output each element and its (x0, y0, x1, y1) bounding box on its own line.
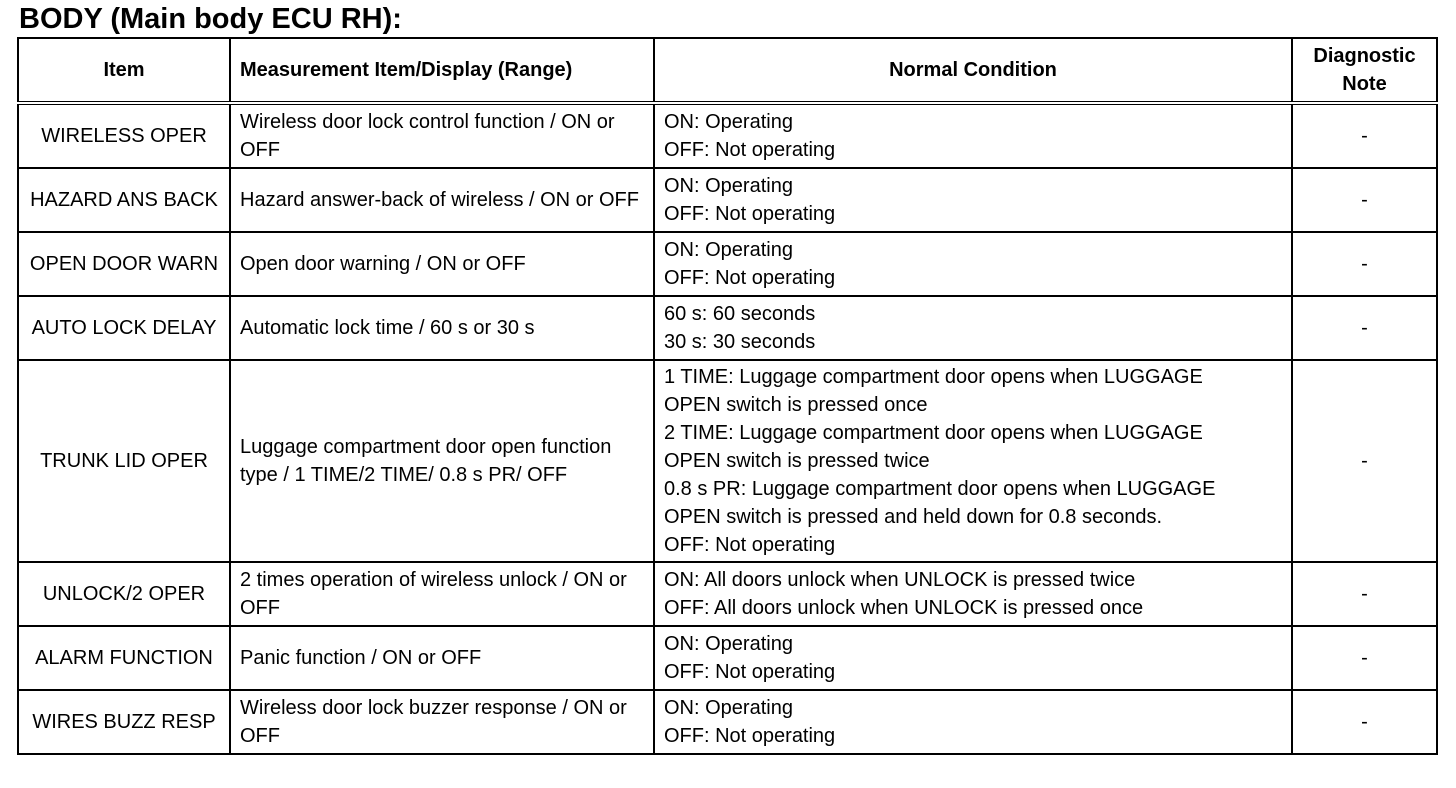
header-normal-condition: Normal Condition (654, 38, 1292, 103)
row-diagnostic-note: - (1292, 232, 1437, 296)
normal-line: 60 s: 60 seconds (664, 303, 816, 325)
header-diagnostic-note (1292, 38, 1437, 103)
row-normal-condition (654, 168, 1292, 232)
row-measurement: Wireless door lock control function / ON or OFF (230, 103, 654, 168)
normal-line: OFF: Not operating (664, 203, 836, 225)
row-item: ALARM FUNCTION (18, 626, 230, 690)
normal-line: ON: Operating (664, 633, 793, 655)
normal-line: OFF: Not operating (664, 661, 836, 683)
row-measurement: Panic function / ON or OFF (230, 626, 654, 690)
normal-line: ON: Operating (664, 111, 793, 133)
row-diagnostic-note: - (1292, 562, 1437, 626)
normal-line: OFF: Not operating (664, 725, 836, 747)
row-normal-condition (654, 562, 1292, 626)
table-row (18, 232, 1437, 296)
table-row (18, 360, 1437, 562)
normal-line: ON: Operating (664, 239, 793, 261)
normal-line: 1 TIME: Luggage compartment door opens when LUGGAGE (664, 366, 1203, 388)
row-item: UNLOCK/2 OPER (18, 562, 230, 626)
row-normal-condition (654, 296, 1292, 360)
row-item: WIRELESS OPER (18, 103, 230, 168)
row-normal-condition (654, 626, 1292, 690)
normal-line: ON: All doors unlock when UNLOCK is pressed twice (664, 569, 1136, 591)
row-diagnostic-note: - (1292, 690, 1437, 754)
normal-line: OFF: All doors unlock when UNLOCK is pressed once (664, 597, 1144, 619)
row-item: WIRES BUZZ RESP (18, 690, 230, 754)
header-measurement: Measurement Item/Display (Range) (230, 38, 654, 103)
table-row (18, 626, 1437, 690)
header-item: Item (18, 38, 230, 103)
row-diagnostic-note: - (1292, 360, 1437, 562)
data-list-table (17, 37, 1438, 755)
row-item: HAZARD ANS BACK (18, 168, 230, 232)
header-note-line-1: Diagnostic (1313, 45, 1416, 67)
table-header-row (18, 38, 1437, 103)
table-row (18, 296, 1437, 360)
normal-line: OPEN switch is pressed and held down for 0.8 seconds. (664, 506, 1163, 528)
row-diagnostic-note: - (1292, 168, 1437, 232)
normal-line: ON: Operating (664, 697, 793, 719)
row-normal-condition (654, 232, 1292, 296)
row-measurement: Wireless door lock buzzer response / ON or OFF (230, 690, 654, 754)
row-item: OPEN DOOR WARN (18, 232, 230, 296)
row-measurement: 2 times operation of wireless unlock / ON or OFF (230, 562, 654, 626)
row-diagnostic-note: - (1292, 296, 1437, 360)
row-measurement: Open door warning / ON or OFF (230, 232, 654, 296)
table-row (18, 562, 1437, 626)
row-diagnostic-note: - (1292, 103, 1437, 168)
normal-line: OFF: Not operating (664, 267, 836, 289)
row-item: TRUNK LID OPER (18, 360, 230, 562)
normal-line: OFF: Not operating (664, 534, 836, 556)
normal-line: OFF: Not operating (664, 139, 836, 161)
row-measurement: Luggage compartment door open function type / 1 TIME/2 TIME/ 0.8 s PR/ OFF (230, 360, 654, 562)
table-row (18, 103, 1437, 168)
normal-line: 2 TIME: Luggage compartment door opens when LUGGAGE (664, 422, 1203, 444)
row-diagnostic-note: - (1292, 626, 1437, 690)
header-note-line-2: Note (1342, 73, 1387, 95)
page-title: BODY (Main body ECU RH): (19, 3, 402, 35)
normal-line: OPEN switch is pressed twice (664, 450, 930, 472)
row-normal-condition (654, 103, 1292, 168)
normal-line: 30 s: 30 seconds (664, 331, 816, 353)
row-normal-condition (654, 360, 1292, 562)
normal-line: OPEN switch is pressed once (664, 394, 928, 416)
row-normal-condition (654, 690, 1292, 754)
table-row (18, 690, 1437, 754)
row-measurement: Automatic lock time / 60 s or 30 s (230, 296, 654, 360)
row-measurement: Hazard answer-back of wireless / ON or OFF (230, 168, 654, 232)
table-row (18, 168, 1437, 232)
normal-line: 0.8 s PR: Luggage compartment door opens when LUGGAGE (664, 478, 1216, 500)
row-item: AUTO LOCK DELAY (18, 296, 230, 360)
normal-line: ON: Operating (664, 175, 793, 197)
